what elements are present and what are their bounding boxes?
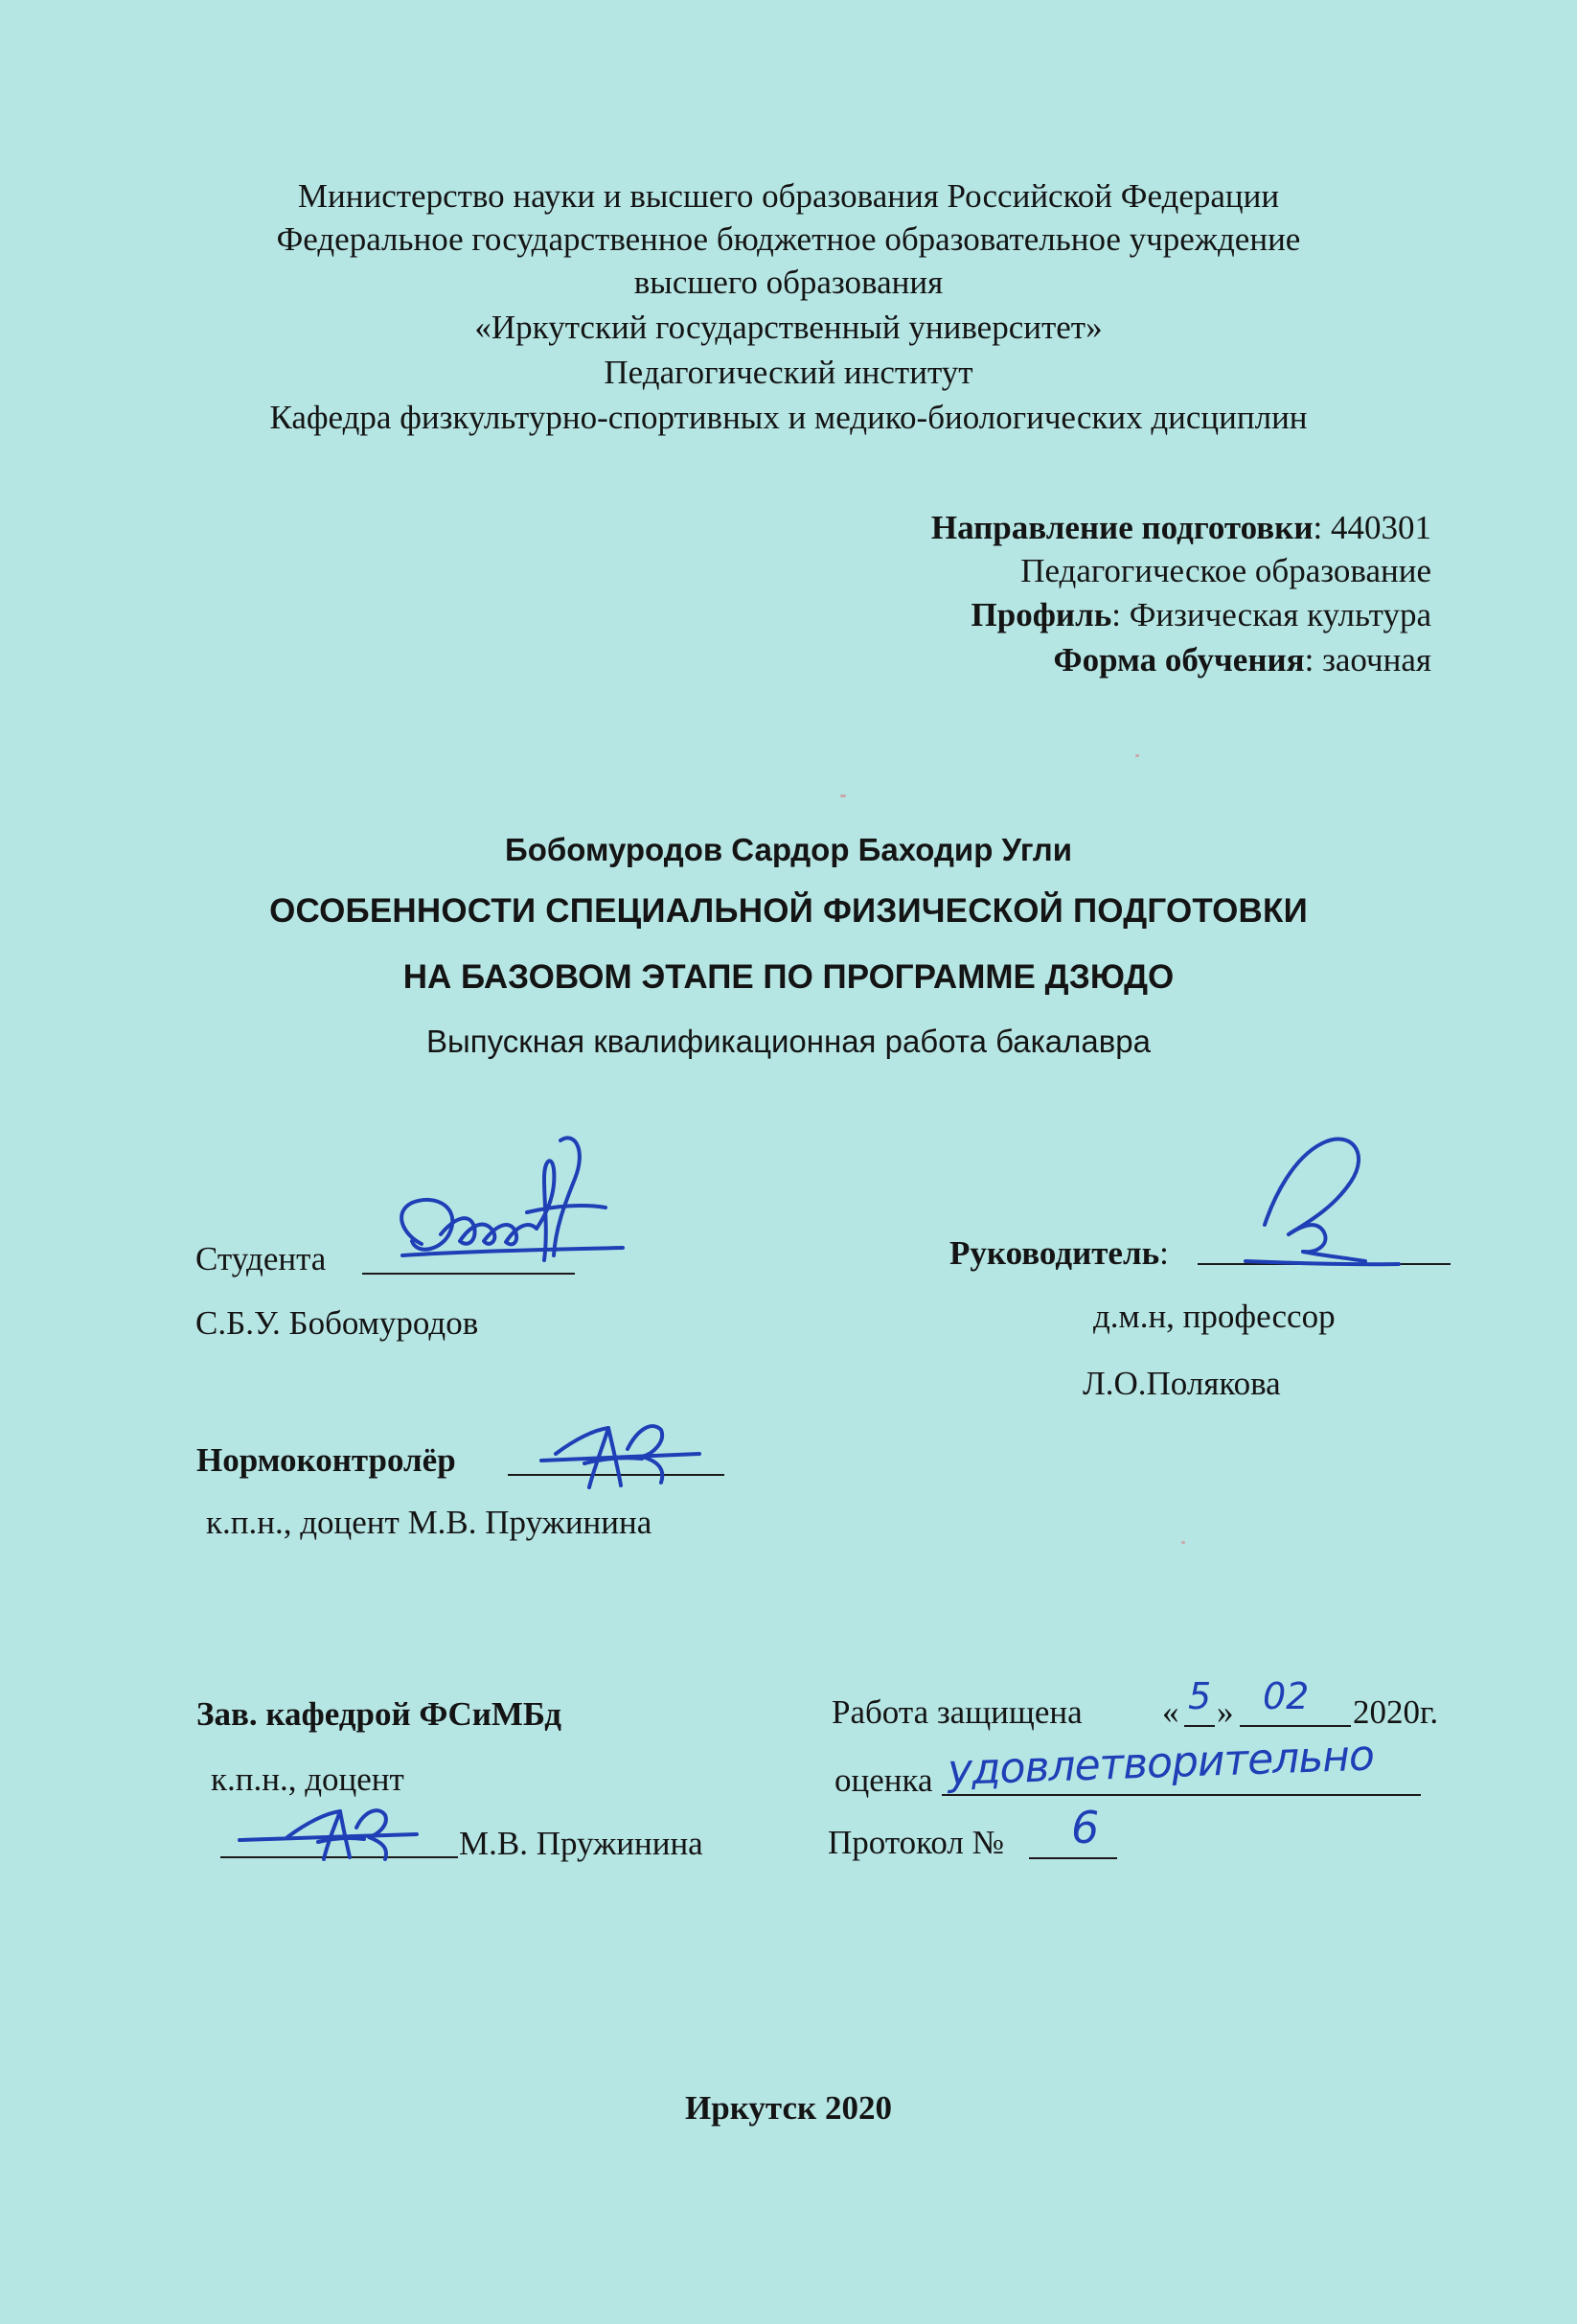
defense-month-line (1240, 1725, 1351, 1727)
study-form-label: Форма обучения (1053, 641, 1305, 679)
defense-day-line (1184, 1725, 1215, 1727)
author-name: Бобомуродов Сардор Баходир Угли (504, 832, 1072, 867)
handwritten-grade: удовлетворительно (947, 1731, 1375, 1795)
study-form-line (1054, 640, 1431, 680)
header-ministry: Министерство науки и высшего образования Российской Федерации (297, 177, 1280, 215)
work-type: Выпускная квалификационная работа бакалавра (426, 1024, 1151, 1059)
paper-speck (840, 794, 846, 797)
protocol-line (1029, 1857, 1117, 1859)
profile-line (971, 595, 1431, 635)
handwritten-month: 02 (1263, 1675, 1310, 1717)
paper-speck (1135, 754, 1139, 757)
grade-label: оценка (834, 1761, 933, 1799)
header-education-level: высшего образования (633, 264, 944, 301)
paper-speck (1181, 1541, 1185, 1544)
direction-label: Направление подготовки (930, 509, 1314, 546)
profile-label: Профиль (971, 596, 1112, 633)
thesis-title-line-2: НА БАЗОВОМ ЭТАПЕ ПО ПРОГРАММЕ ДЗЮДО (402, 958, 1175, 996)
header-institution-type: Федеральное государственное бюджетное образовательное учреждение (276, 220, 1301, 258)
handwritten-day: 5 (1188, 1675, 1212, 1717)
header-institute: Педагогический институт (604, 354, 973, 391)
head-of-department-name: М.В. Пружинина (459, 1825, 703, 1862)
grade-line (942, 1794, 1421, 1796)
direction-line (931, 508, 1431, 548)
handwritten-protocol-number: 6 (1071, 1802, 1100, 1853)
defense-quote-open: « (1162, 1693, 1179, 1731)
supervisor-colon: : (1159, 1234, 1169, 1272)
student-label: Студента (195, 1240, 327, 1277)
profile-value: : Физическая культура (1111, 596, 1431, 633)
header-department: Кафедра физкультурно-спортивных и медико-биологических дисциплин (269, 399, 1308, 436)
normcontrol-details: к.п.н., доцент М.В. Пружинина (206, 1504, 652, 1541)
head-of-department-label: Зав. кафедрой ФСиМБд (196, 1695, 561, 1733)
protocol-label: Протокол № (828, 1824, 1005, 1861)
normcontrol-label: Нормоконтролёр (196, 1441, 456, 1479)
defense-quote-close: » (1217, 1693, 1234, 1731)
supervisor-signature (1236, 1129, 1408, 1282)
head-of-department-degree: к.п.н., доцент (211, 1760, 404, 1798)
supervisor-name: Л.О.Полякова (1083, 1365, 1281, 1402)
direction-value: : 440301 (1313, 509, 1431, 546)
thesis-title-line-1: ОСОБЕННОСТИ СПЕЦИАЛЬНОЙ ФИЗИЧЕСКОЙ ПОДГОТОВКИ (269, 892, 1308, 930)
city-year: Иркутск 2020 (685, 2089, 892, 2127)
student-signature (383, 1121, 632, 1294)
supervisor-degree: д.м.н, профессор (1093, 1298, 1336, 1335)
defense-year: 2020г. (1353, 1693, 1439, 1731)
header-university: «Иркутский государственный университет» (474, 309, 1103, 346)
head-of-department-signature (230, 1784, 422, 1871)
direction-name: Педагогическое образование (1020, 552, 1431, 589)
supervisor-label: Руководитель (949, 1234, 1160, 1272)
student-name: С.Б.У. Бобомуродов (195, 1304, 479, 1342)
study-form-value: : заочная (1304, 641, 1431, 679)
supervisor-line (949, 1234, 1169, 1273)
defense-label: Работа защищена (832, 1693, 1083, 1731)
normcontrol-signature (537, 1401, 709, 1507)
